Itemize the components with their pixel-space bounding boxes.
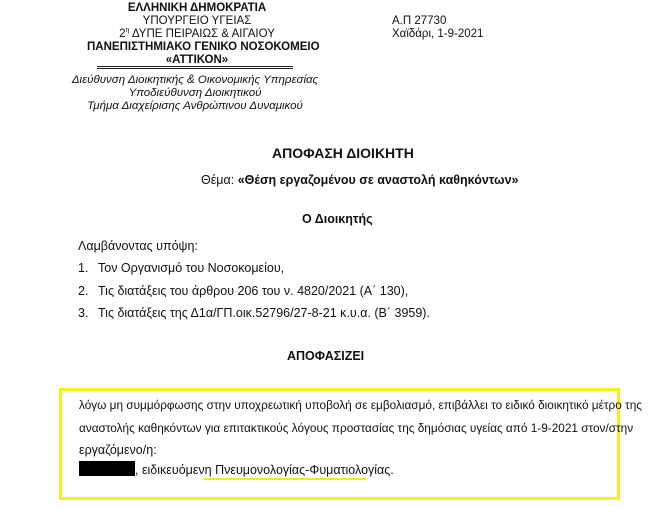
header-rule-bottom bbox=[97, 68, 293, 69]
health-region-text: ΔΥΠΕ ΠΕΙΡΑΙΩΣ & ΑΙΓΑΙΟΥ bbox=[131, 28, 275, 40]
hospital-name: «ΑΤΤΙΚΟΝ» bbox=[165, 54, 229, 66]
directorate-line-3: Τμήμα Διαχείρισης Ανθρώπινου Δυναμικού bbox=[87, 100, 303, 112]
body-line-1: λόγω μη συμμόρφωσης στην υποχρεωτική υποβολή σε εμβολιασμό, επιβάλλει το ειδικό διοικητικό μέτρο της bbox=[79, 398, 642, 412]
country-name: ΕΛΛΗΝΙΚΗ ΔΗΜΟΚΡΑΤΙΑ bbox=[127, 2, 267, 14]
list-item-number: 1. bbox=[78, 261, 89, 275]
protocol-number: Α.Π 27730 bbox=[392, 15, 447, 27]
subject bbox=[201, 173, 519, 187]
health-region bbox=[97, 28, 297, 41]
list-item-text: Τις διατάξεις του άρθρου 206 του ν. 4820/2021 (Α΄ 130), bbox=[98, 284, 409, 298]
ministry-name: ΥΠΟΥΡΓΕΙΟ ΥΓΕΙΑΣ bbox=[142, 15, 252, 27]
health-region-ordinal: η bbox=[125, 27, 130, 35]
director-heading: Ο Διοικητής bbox=[302, 212, 373, 226]
redaction-block bbox=[79, 461, 135, 476]
body-line-2: αναστολής καθηκόντων για επιτακτικούς λόγους προστασίας της δημόσιας υγείας από 1-9-2021 στον/στην bbox=[79, 421, 634, 435]
health-region-number: 2 bbox=[119, 28, 126, 40]
list-item bbox=[78, 306, 430, 320]
list-item-number: 3. bbox=[78, 306, 89, 320]
body-line-4: , ειδικευόμενη Πνευμονολογίας-Φυματιολογίας. bbox=[135, 463, 394, 477]
decides-heading: ΑΠΟΦΑΣΙΖΕΙ bbox=[287, 349, 365, 363]
header-rule-top bbox=[97, 66, 293, 67]
decision-title: ΑΠΟΦΑΣΗ ΔΙΟΙΚΗΤΗ bbox=[272, 145, 414, 161]
directorate-line-1: Διεύθυνση Διοικητικής & Οικονομικής Υπηρεσίας bbox=[71, 74, 319, 86]
directorate-line-2: Υποδιεύθυνση Διοικητικού bbox=[128, 87, 262, 99]
subject-label: Θέμα: bbox=[201, 173, 235, 187]
place-date: Χαϊδάρι, 1-9-2021 bbox=[392, 28, 484, 40]
list-item-number: 2. bbox=[78, 284, 89, 298]
list-item-text: Τον Οργανισμό του Νοσοκομείου, bbox=[98, 261, 285, 275]
list-item-text: Τις διατάξεις της Δ1α/ΓΠ.οικ.52796/27-8-21 κ.υ.α. (Β΄ 3959). bbox=[98, 306, 430, 320]
list-item bbox=[78, 284, 408, 298]
considering-label: Λαμβάνοντας υπόψη: bbox=[78, 239, 198, 253]
hospital-type: ΠΑΝΕΠΙΣΤΗΜΙΑΚΟ ΓΕΝΙΚΟ ΝΟΣΟΚΟΜΕΙΟ bbox=[87, 41, 320, 53]
subject-text: «Θέση εργαζομένου σε αναστολή καθηκόντων» bbox=[237, 173, 519, 187]
specialty-underline bbox=[204, 478, 366, 480]
list-item bbox=[78, 261, 284, 275]
body-line-3: εργαζόμενο/η: bbox=[79, 443, 157, 457]
